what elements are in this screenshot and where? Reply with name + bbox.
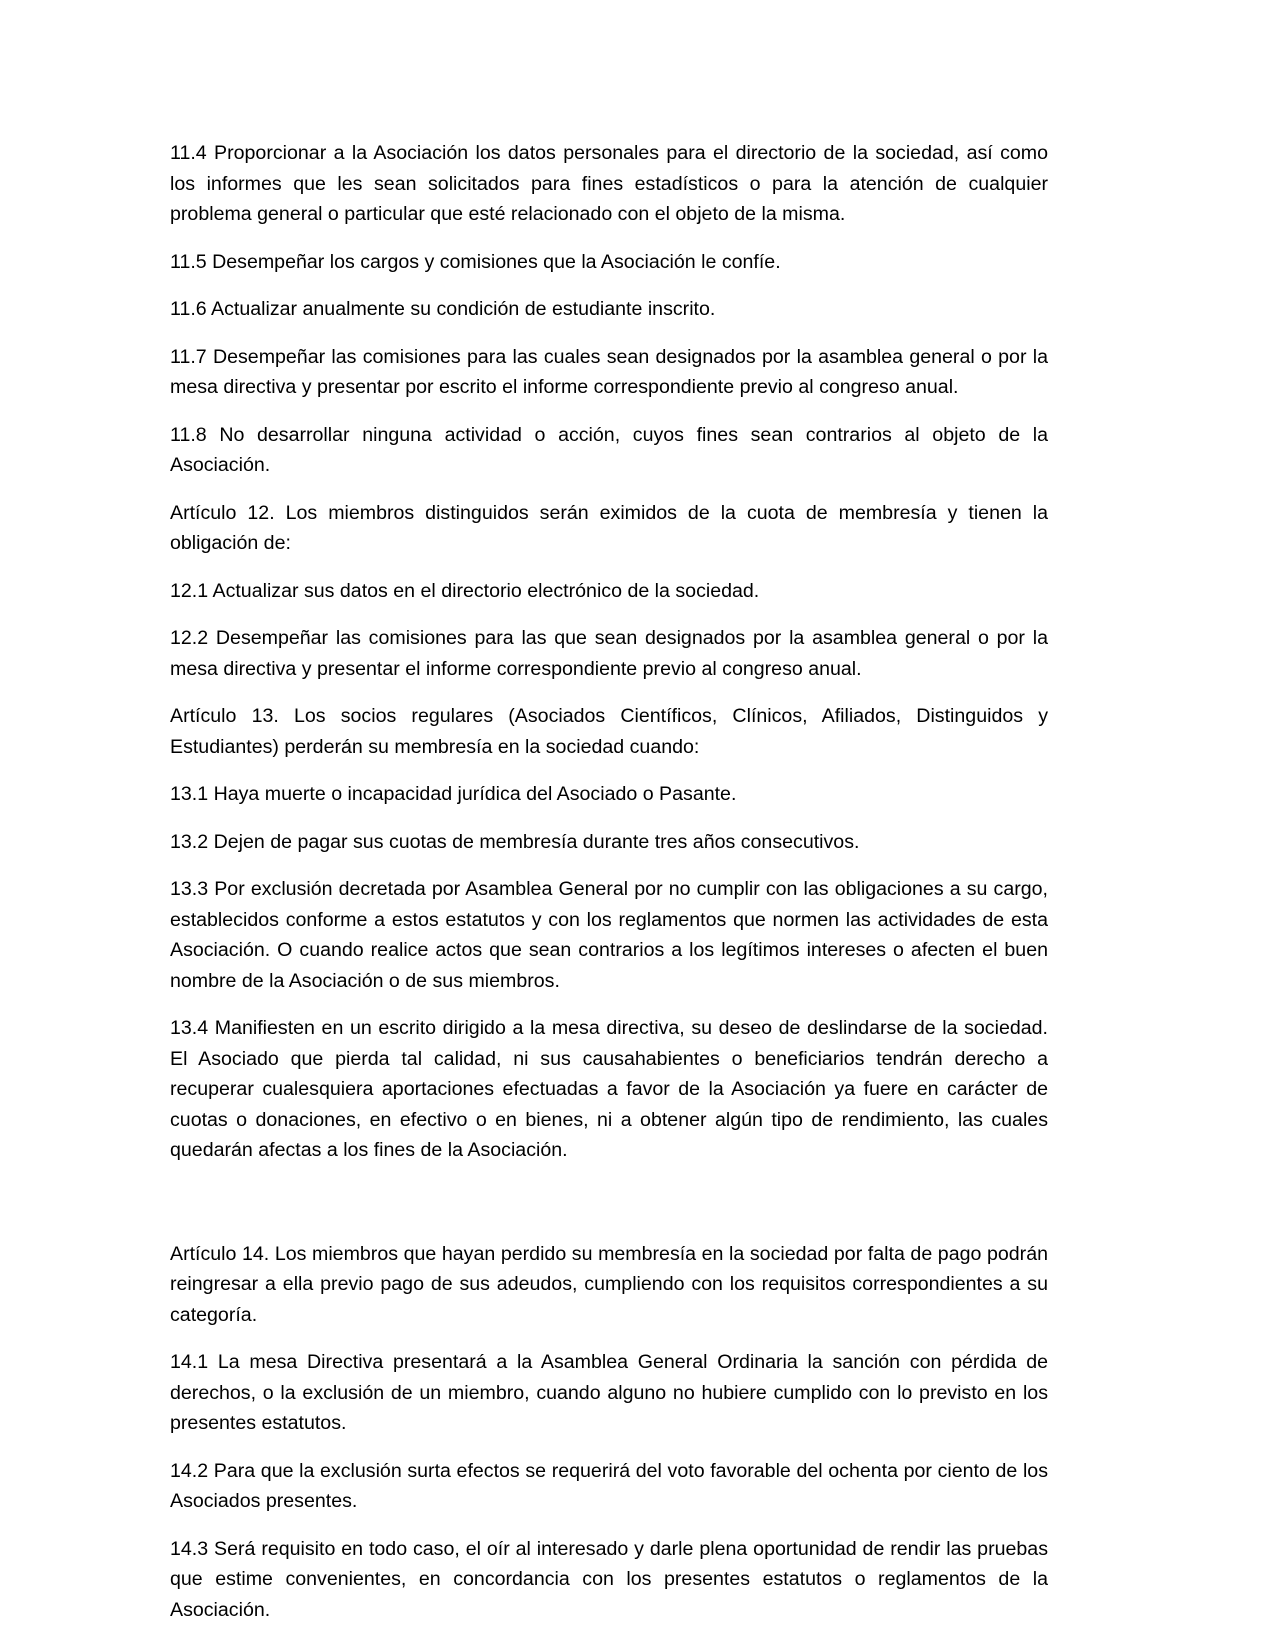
paragraph-11-6: 11.6 Actualizar anualmente su condición de estudiante inscrito. (170, 298, 716, 320)
paragraph-14-1: 14.1 La mesa Directiva presentará a la Asamblea General Ordinaria la sanción con pérdida de derechos, o la exclusión de un miembro, cuando alguno no hubiere cumplido con lo previsto en los presentes estatutos. (170, 1351, 1048, 1434)
paragraph-12-2: 12.2 Desempeñar las comisiones para las que sean designados por la asamblea general o por la mesa directiva y presentar el informe correspondiente previo al congreso anual. (170, 627, 1048, 680)
paragraph-12-1: 12.1 Actualizar sus datos en el directorio electrónico de la sociedad. (170, 579, 760, 602)
paragraph-13-4: 13.4 Manifiesten en un escrito dirigido a la mesa directiva, su deseo de deslindarse de la sociedad. El Asociado que pierda tal calidad, ni sus causahabientes o beneficiarios tendrán derecho a recuperar cualesquiera aportaciones efectuadas a favor de la Asociación ya fuere en carácter de cuotas o donaciones, en efectivo o en bienes, ni a obtener algún tipo de rendimiento, las cuales quedarán afectas a los fines de la Asociación. (170, 1017, 1048, 1161)
paragraph-13-2: 13.2 Dejen de pagar sus cuotas de membresía durante tres años consecutivos. (170, 830, 860, 853)
paragraph-13-1: 13.1 Haya muerte o incapacidad jurídica del Asociado o Pasante. (170, 783, 737, 805)
document-text-column (170, 138, 1048, 1642)
paragraph-articulo-13: Artículo 13. Los socios regulares (Asociados Científicos, Clínicos, Afiliados, Distinguidos y Estudiantes) perderán su membresía en la sociedad cuando: (170, 705, 1048, 758)
section-gap-spacer (170, 1183, 1048, 1239)
paragraph-articulo-14: Artículo 14. Los miembros que hayan perdido su membresía en la sociedad por falta de pago podrán reingresar a ella previo pago de sus adeudos, cumpliendo con los requisitos correspondientes a su categoría. (170, 1242, 1048, 1326)
paragraph-14-3: 14.3 Será requisito en todo caso, el oír al interesado y darle plena oportunidad de rendir las pruebas que estime convenientes, en concordancia con los presentes estatutos o reglamentos de la Asociación. (170, 1537, 1048, 1621)
paragraph-14-2: 14.2 Para que la exclusión surta efectos se requerirá del voto favorable del ochenta por ciento de los Asociados presentes. (170, 1459, 1048, 1512)
paragraph-11-5: 11.5 Desempeñar los cargos y comisiones que la Asociación le confíe. (170, 250, 781, 273)
paragraph-11-8: 11.8 No desarrollar ninguna actividad o acción, cuyos fines sean contrarios al objeto de la Asociación. (170, 423, 1048, 476)
paragraph-11-7: 11.7 Desempeñar las comisiones para las cuales sean designados por la asamblea general o por la mesa directiva y presentar por escrito el informe correspondiente previo al congreso anual. (170, 345, 1048, 398)
paragraph-11-4: 11.4 Proporcionar a la Asociación los datos personales para el directorio de la sociedad, así como los informes que les sean solicitados para fines estadísticos o para la atención de cualquier problema general o particular que esté relacionado con el objeto de la misma. (170, 142, 1048, 225)
paragraph-13-3: 13.3 Por exclusión decretada por Asamblea General por no cumplir con las obligaciones a su cargo, establecidos conforme a estos estatutos y con los reglamentos que normen las actividades de esta Asociación. O cuando realice actos que sean contrarios a los legítimos intereses o afecten el buen nombre de la Asociación o de sus miembros. (170, 878, 1048, 992)
paragraph-articulo-12: Artículo 12. Los miembros distinguidos serán eximidos de la cuota de membresía y tienen la obligación de: (170, 501, 1048, 554)
